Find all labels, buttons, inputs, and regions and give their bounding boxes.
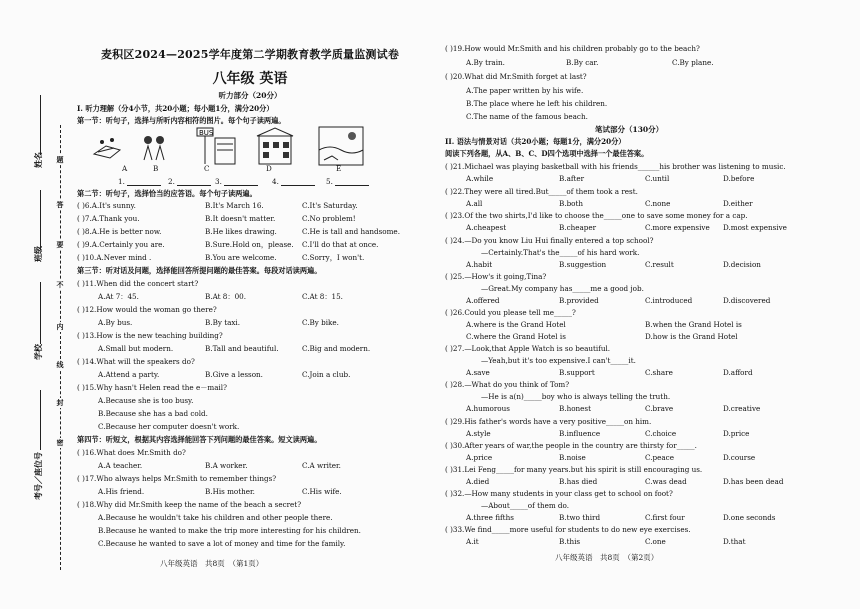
q30-option-b[interactable]: B.noise bbox=[559, 453, 586, 462]
q32-option-b[interactable]: B.two third bbox=[559, 513, 601, 522]
picture-c-bus-stop-icon bbox=[195, 126, 237, 166]
seal-char: 答 bbox=[56, 200, 64, 209]
q31-option-c[interactable]: C.was dead bbox=[645, 477, 687, 486]
q15-option-b[interactable]: B.Because she has a bad cold. bbox=[98, 409, 208, 418]
q25-option-b[interactable]: B.provided bbox=[559, 296, 599, 305]
seal-char: 内 bbox=[56, 322, 64, 331]
seal-char: 封 bbox=[56, 398, 64, 407]
q32-option-d[interactable]: D.one seconds bbox=[723, 513, 776, 522]
picture-a-icon bbox=[88, 132, 128, 164]
q24-option-c[interactable]: C.result bbox=[645, 260, 674, 269]
section3-heading: 第三节：听对话及问题，选择能回答所提问题的最佳答案。每段对话读两遍。 bbox=[77, 266, 322, 275]
q31-option-d[interactable]: D.has been dead bbox=[723, 477, 784, 486]
q6[interactable]: ( )6.A.It's sunny. bbox=[77, 201, 136, 210]
q33-option-d[interactable]: D.that bbox=[723, 537, 746, 546]
q15: ( )15.Why hasn't Helen read the e－mail? bbox=[77, 383, 227, 392]
q12-option-a[interactable]: A.By bus. bbox=[98, 318, 133, 327]
q17: ( )17.Who always helps Mr.Smith to remember things? bbox=[77, 474, 277, 483]
q28-option-a[interactable]: A.humorous bbox=[466, 404, 510, 413]
q21: ( )21.Michael was playing basketball with his friends______his brother was listening to music. bbox=[445, 162, 786, 171]
q17-option-a[interactable]: A.His friend. bbox=[98, 487, 145, 496]
q31-option-a[interactable]: A.died bbox=[466, 477, 490, 486]
q15-option-a[interactable]: A.Because she is too busy. bbox=[98, 396, 194, 405]
q23-option-d[interactable]: D.most expensive bbox=[723, 223, 787, 232]
written-header: 笔试部分（130分） bbox=[595, 125, 664, 134]
answer-blank-1[interactable]: 1. bbox=[118, 177, 125, 186]
q30-option-c[interactable]: C.peace bbox=[645, 453, 674, 462]
q25-option-a[interactable]: A.offered bbox=[466, 296, 500, 305]
q10[interactable]: ( )10.A.Never mind . bbox=[77, 253, 152, 262]
q20-option-c[interactable]: C.The name of the famous beach. bbox=[466, 112, 588, 121]
q33-option-c[interactable]: C.one bbox=[645, 537, 666, 546]
picture-b-icon bbox=[140, 132, 170, 164]
q11-option-c[interactable]: C.At 8：15. bbox=[302, 292, 343, 301]
q21-option-d[interactable]: D.before bbox=[723, 174, 755, 183]
q7[interactable]: ( )7.A.Thank you. bbox=[77, 214, 140, 223]
answer-blank-4[interactable]: 4. bbox=[272, 177, 279, 186]
q17-option-b[interactable]: B.His mother. bbox=[205, 487, 255, 496]
q26: ( )26.Could you please tell me_____? bbox=[445, 308, 576, 317]
q25-response: —Great.My company has_____me a good job. bbox=[481, 284, 644, 293]
part2-instructions: 阅读下列各题，从A、B、C、D四个选项中选择一个最佳答案。 bbox=[445, 149, 649, 158]
q32-response: —About_____of them do. bbox=[481, 501, 570, 510]
q12: ( )12.How would the woman go there? bbox=[77, 305, 217, 314]
id-label: 考号／座位号 bbox=[33, 452, 43, 500]
seal-char: 题 bbox=[56, 155, 64, 164]
q28-option-c[interactable]: C.brave bbox=[645, 404, 674, 413]
q26-option-d[interactable]: D.how is the Grand Hotel bbox=[645, 332, 738, 341]
q20-option-b[interactable]: B.The place where he left his children. bbox=[466, 99, 608, 108]
q13-option-a[interactable]: A.Small but modern. bbox=[98, 344, 174, 353]
q9[interactable]: ( )9.A.Certainly you are. bbox=[77, 240, 165, 249]
answer-blank-2[interactable]: 2. bbox=[168, 177, 175, 186]
pic-letter-c: C bbox=[204, 164, 210, 173]
q24-response: —Certainly.That's the_____of his hard work. bbox=[481, 248, 640, 257]
q8-option-c[interactable]: C.He is tall and handsome. bbox=[302, 227, 400, 236]
q27-option-b[interactable]: B.support bbox=[559, 368, 595, 377]
q19-option-b[interactable]: B.By car. bbox=[566, 58, 599, 67]
q18-option-a[interactable]: A.Because he wouldn't take his children and other people there. bbox=[98, 513, 333, 522]
q13-option-c[interactable]: C.Big and modern. bbox=[302, 344, 371, 353]
q17-option-c[interactable]: C.His wife. bbox=[302, 487, 342, 496]
q16-option-a[interactable]: A.A teacher. bbox=[98, 461, 143, 470]
id-field[interactable] bbox=[40, 390, 41, 450]
q32-option-c[interactable]: C.first four bbox=[645, 513, 685, 522]
q14-option-c[interactable]: C.Join a club. bbox=[302, 370, 351, 379]
q33: ( )33.We find_____more useful for students to do new eye exercises. bbox=[445, 525, 691, 534]
q29-option-c[interactable]: C.choice bbox=[645, 429, 677, 438]
seal-char: 不 bbox=[56, 280, 64, 289]
q19-option-a[interactable]: A.By train. bbox=[466, 58, 505, 67]
q9-option-b[interactable]: B.Sure.Hold on，please. bbox=[205, 240, 294, 249]
q25: ( )25.—How's it going,Tina? bbox=[445, 272, 547, 281]
q18-option-b[interactable]: B.Because he wanted to make the trip more interesting for his children. bbox=[98, 526, 361, 535]
pic-letter-e: E bbox=[336, 164, 342, 173]
q23-option-a[interactable]: A.cheapest bbox=[466, 223, 507, 232]
q30: ( )30.After years of war,the people in the country are thirsty for_____. bbox=[445, 441, 697, 450]
q13-option-b[interactable]: B.Tall and beautiful. bbox=[205, 344, 279, 353]
seal-char: 线 bbox=[56, 360, 64, 369]
section1-heading: 第一节：听句子，选择与所听内容相符的图片。每个句子读两遍。 bbox=[77, 116, 286, 125]
q23: ( )23.Of the two shirts,I'd like to choose the_____one to save some money for a cap. bbox=[445, 211, 748, 220]
answer-blank-3[interactable]: 3. bbox=[215, 177, 222, 186]
pic-letter-b: B bbox=[153, 164, 159, 173]
q7-option-c[interactable]: C.No problem! bbox=[302, 214, 356, 223]
q21-option-a[interactable]: A.while bbox=[466, 174, 494, 183]
part2-heading: II. 语法与情景对话（共20小题；每题1分，满分20分） bbox=[445, 137, 626, 146]
q22-option-c[interactable]: C.none bbox=[645, 199, 671, 208]
class-label: 班级 bbox=[33, 246, 43, 262]
seal-char: 要 bbox=[56, 240, 64, 249]
q20-option-a[interactable]: A.The paper written by his wife. bbox=[466, 86, 584, 95]
q19-option-c[interactable]: C.By plane. bbox=[672, 58, 714, 67]
q23-option-b[interactable]: B.cheaper bbox=[559, 223, 597, 232]
q10-option-b[interactable]: B.You are welcome. bbox=[205, 253, 277, 262]
q24-option-a[interactable]: A.habit bbox=[466, 260, 493, 269]
school-field[interactable] bbox=[40, 282, 41, 344]
q25-option-c[interactable]: C.introduced bbox=[645, 296, 693, 305]
q29-option-d[interactable]: D.price bbox=[723, 429, 750, 438]
q16: ( )16.What does Mr.Smith do? bbox=[77, 448, 186, 457]
answer-blank-5[interactable]: 5. bbox=[326, 177, 333, 186]
page-footer-2: 八年级英语 共8页 （第2页） bbox=[555, 553, 659, 562]
pic-letter-a: A bbox=[122, 164, 128, 173]
q16-option-b[interactable]: B.A worker. bbox=[205, 461, 248, 470]
q16-option-c[interactable]: C.A writer. bbox=[302, 461, 341, 470]
pic-letter-d: D bbox=[266, 164, 272, 173]
q10-option-c[interactable]: C.Sorry，I won't. bbox=[302, 253, 365, 262]
q27: ( )27.—Look,that Apple Watch is so beautiful. bbox=[445, 344, 611, 353]
q29-option-a[interactable]: A.style bbox=[466, 429, 491, 438]
page-footer-1: 八年级英语 共8页 （第1页） bbox=[160, 559, 264, 568]
q19: ( )19.How would Mr.Smith and his children probably go to the beach? bbox=[445, 44, 700, 53]
q27-option-c[interactable]: C.share bbox=[645, 368, 673, 377]
q12-option-b[interactable]: B.By taxi. bbox=[205, 318, 241, 327]
q31-option-b[interactable]: B.has died bbox=[559, 477, 598, 486]
q30-option-a[interactable]: A.price bbox=[466, 453, 493, 462]
q22-option-d[interactable]: D.either bbox=[723, 199, 753, 208]
q11-option-b[interactable]: B.At 8：00. bbox=[205, 292, 246, 301]
q22-option-a[interactable]: A.all bbox=[466, 199, 483, 208]
q27-response: —Yeah,but it's too expensive.I can't_____it. bbox=[481, 356, 636, 365]
q28-response: —He is a(n)_____boy who is always telling the truth. bbox=[481, 392, 671, 401]
q13: ( )13.How is the new teaching building? bbox=[77, 331, 223, 340]
name-label: 姓名 bbox=[33, 152, 43, 168]
q18-option-c[interactable]: C.Because he wanted to save a lot of money and time for the family. bbox=[98, 539, 346, 548]
q6-option-b[interactable]: B.It's March 16. bbox=[205, 201, 264, 210]
picture-d-building-icon bbox=[255, 126, 295, 166]
exam-subtitle: 八年级 英语 bbox=[212, 71, 288, 87]
q14-option-b[interactable]: B.Give a lesson. bbox=[205, 370, 263, 379]
listening-header: 听力部分（20分） bbox=[218, 91, 282, 100]
q11: ( )11.When did the concert start? bbox=[77, 279, 199, 288]
q21-option-c[interactable]: C.until bbox=[645, 174, 670, 183]
q7-option-b[interactable]: B.It doesn't matter. bbox=[205, 214, 276, 223]
q20: ( )20.What did Mr.Smith forget at last? bbox=[445, 72, 587, 81]
binding-sidebar bbox=[0, 0, 70, 609]
q6-option-c[interactable]: C.It's Saturday. bbox=[302, 201, 358, 210]
q31: ( )31.Lei Feng_____for many years.but his spirit is still encouraging us. bbox=[445, 465, 703, 474]
q15-option-c[interactable]: C.Because her computer doesn't work. bbox=[98, 422, 240, 431]
q11-option-a[interactable]: A.At 7：45. bbox=[98, 292, 139, 301]
q14-option-a[interactable]: A.Attend a party. bbox=[98, 370, 160, 379]
name-field[interactable] bbox=[40, 95, 41, 155]
q30-option-d[interactable]: D.course bbox=[723, 453, 756, 462]
q28-option-d[interactable]: D.creative bbox=[723, 404, 761, 413]
q32: ( )32.—How many students in your class get to school on foot? bbox=[445, 489, 673, 498]
q8[interactable]: ( )8.A.He is better now. bbox=[77, 227, 162, 236]
q26-option-b[interactable]: B.when the Grand Hotel is bbox=[645, 320, 742, 329]
class-field[interactable] bbox=[40, 190, 41, 250]
q29: ( )29.His father's words have a very positive_____on him. bbox=[445, 417, 652, 426]
bus-sign-text: BUS bbox=[199, 129, 214, 137]
q24: ( )24.—Do you know Liu Hui finally entered a top school? bbox=[445, 236, 654, 245]
q23-option-c[interactable]: C.more expensive bbox=[645, 223, 710, 232]
q21-option-b[interactable]: B.after bbox=[559, 174, 585, 183]
q28: ( )28.—What do you think of Tom? bbox=[445, 380, 570, 389]
q27-option-a[interactable]: A.save bbox=[466, 368, 490, 377]
picture-e-beach-icon bbox=[318, 126, 364, 166]
q32-option-a[interactable]: A.three fifths bbox=[466, 513, 514, 522]
q22-option-b[interactable]: B.both bbox=[559, 199, 584, 208]
q8-option-b[interactable]: B.He likes drawing. bbox=[205, 227, 277, 236]
q26-option-a[interactable]: A.where is the Grand Hotel bbox=[466, 320, 566, 329]
q22: ( )22.They were all tired.But_____of them took a rest. bbox=[445, 187, 638, 196]
q12-option-c[interactable]: C.By bike. bbox=[302, 318, 339, 327]
q33-option-b[interactable]: B.this bbox=[559, 537, 581, 546]
exam-title: 麦积区2024—2025学年度第二学期教育教学质量监测试卷 bbox=[100, 48, 400, 61]
seal-line bbox=[60, 125, 61, 570]
q25-option-d[interactable]: D.discovered bbox=[723, 296, 771, 305]
q14: ( )14.What will the speakers do? bbox=[77, 357, 195, 366]
q28-option-b[interactable]: B.honest bbox=[559, 404, 591, 413]
q9-option-c[interactable]: C.I'll do that at once. bbox=[302, 240, 379, 249]
q18: ( )18.Why did Mr.Smith keep the name of the beach a secret? bbox=[77, 500, 302, 509]
seal-char: 密 bbox=[56, 438, 64, 447]
q24-option-d[interactable]: D.decision bbox=[723, 260, 761, 269]
q33-option-a[interactable]: A.it bbox=[466, 537, 479, 546]
section2-heading: 第二节：听句子，选择恰当的应答语。每个句子读两遍。 bbox=[77, 189, 257, 198]
q24-option-b[interactable]: B.suggestion bbox=[559, 260, 607, 269]
section4-heading: 第四节：听短文，根据其内容选择能回答下列问题的最佳答案。短文读两遍。 bbox=[77, 435, 322, 444]
school-label: 学校 bbox=[33, 344, 43, 360]
part1-heading: I. 听力理解（分4小节，共20小题；每小题1分，满分20分） bbox=[77, 104, 274, 113]
q26-option-c[interactable]: C.where the Grand Hotel is bbox=[466, 332, 566, 341]
q29-option-b[interactable]: B.influence bbox=[559, 429, 601, 438]
q27-option-d[interactable]: D.afford bbox=[723, 368, 753, 377]
